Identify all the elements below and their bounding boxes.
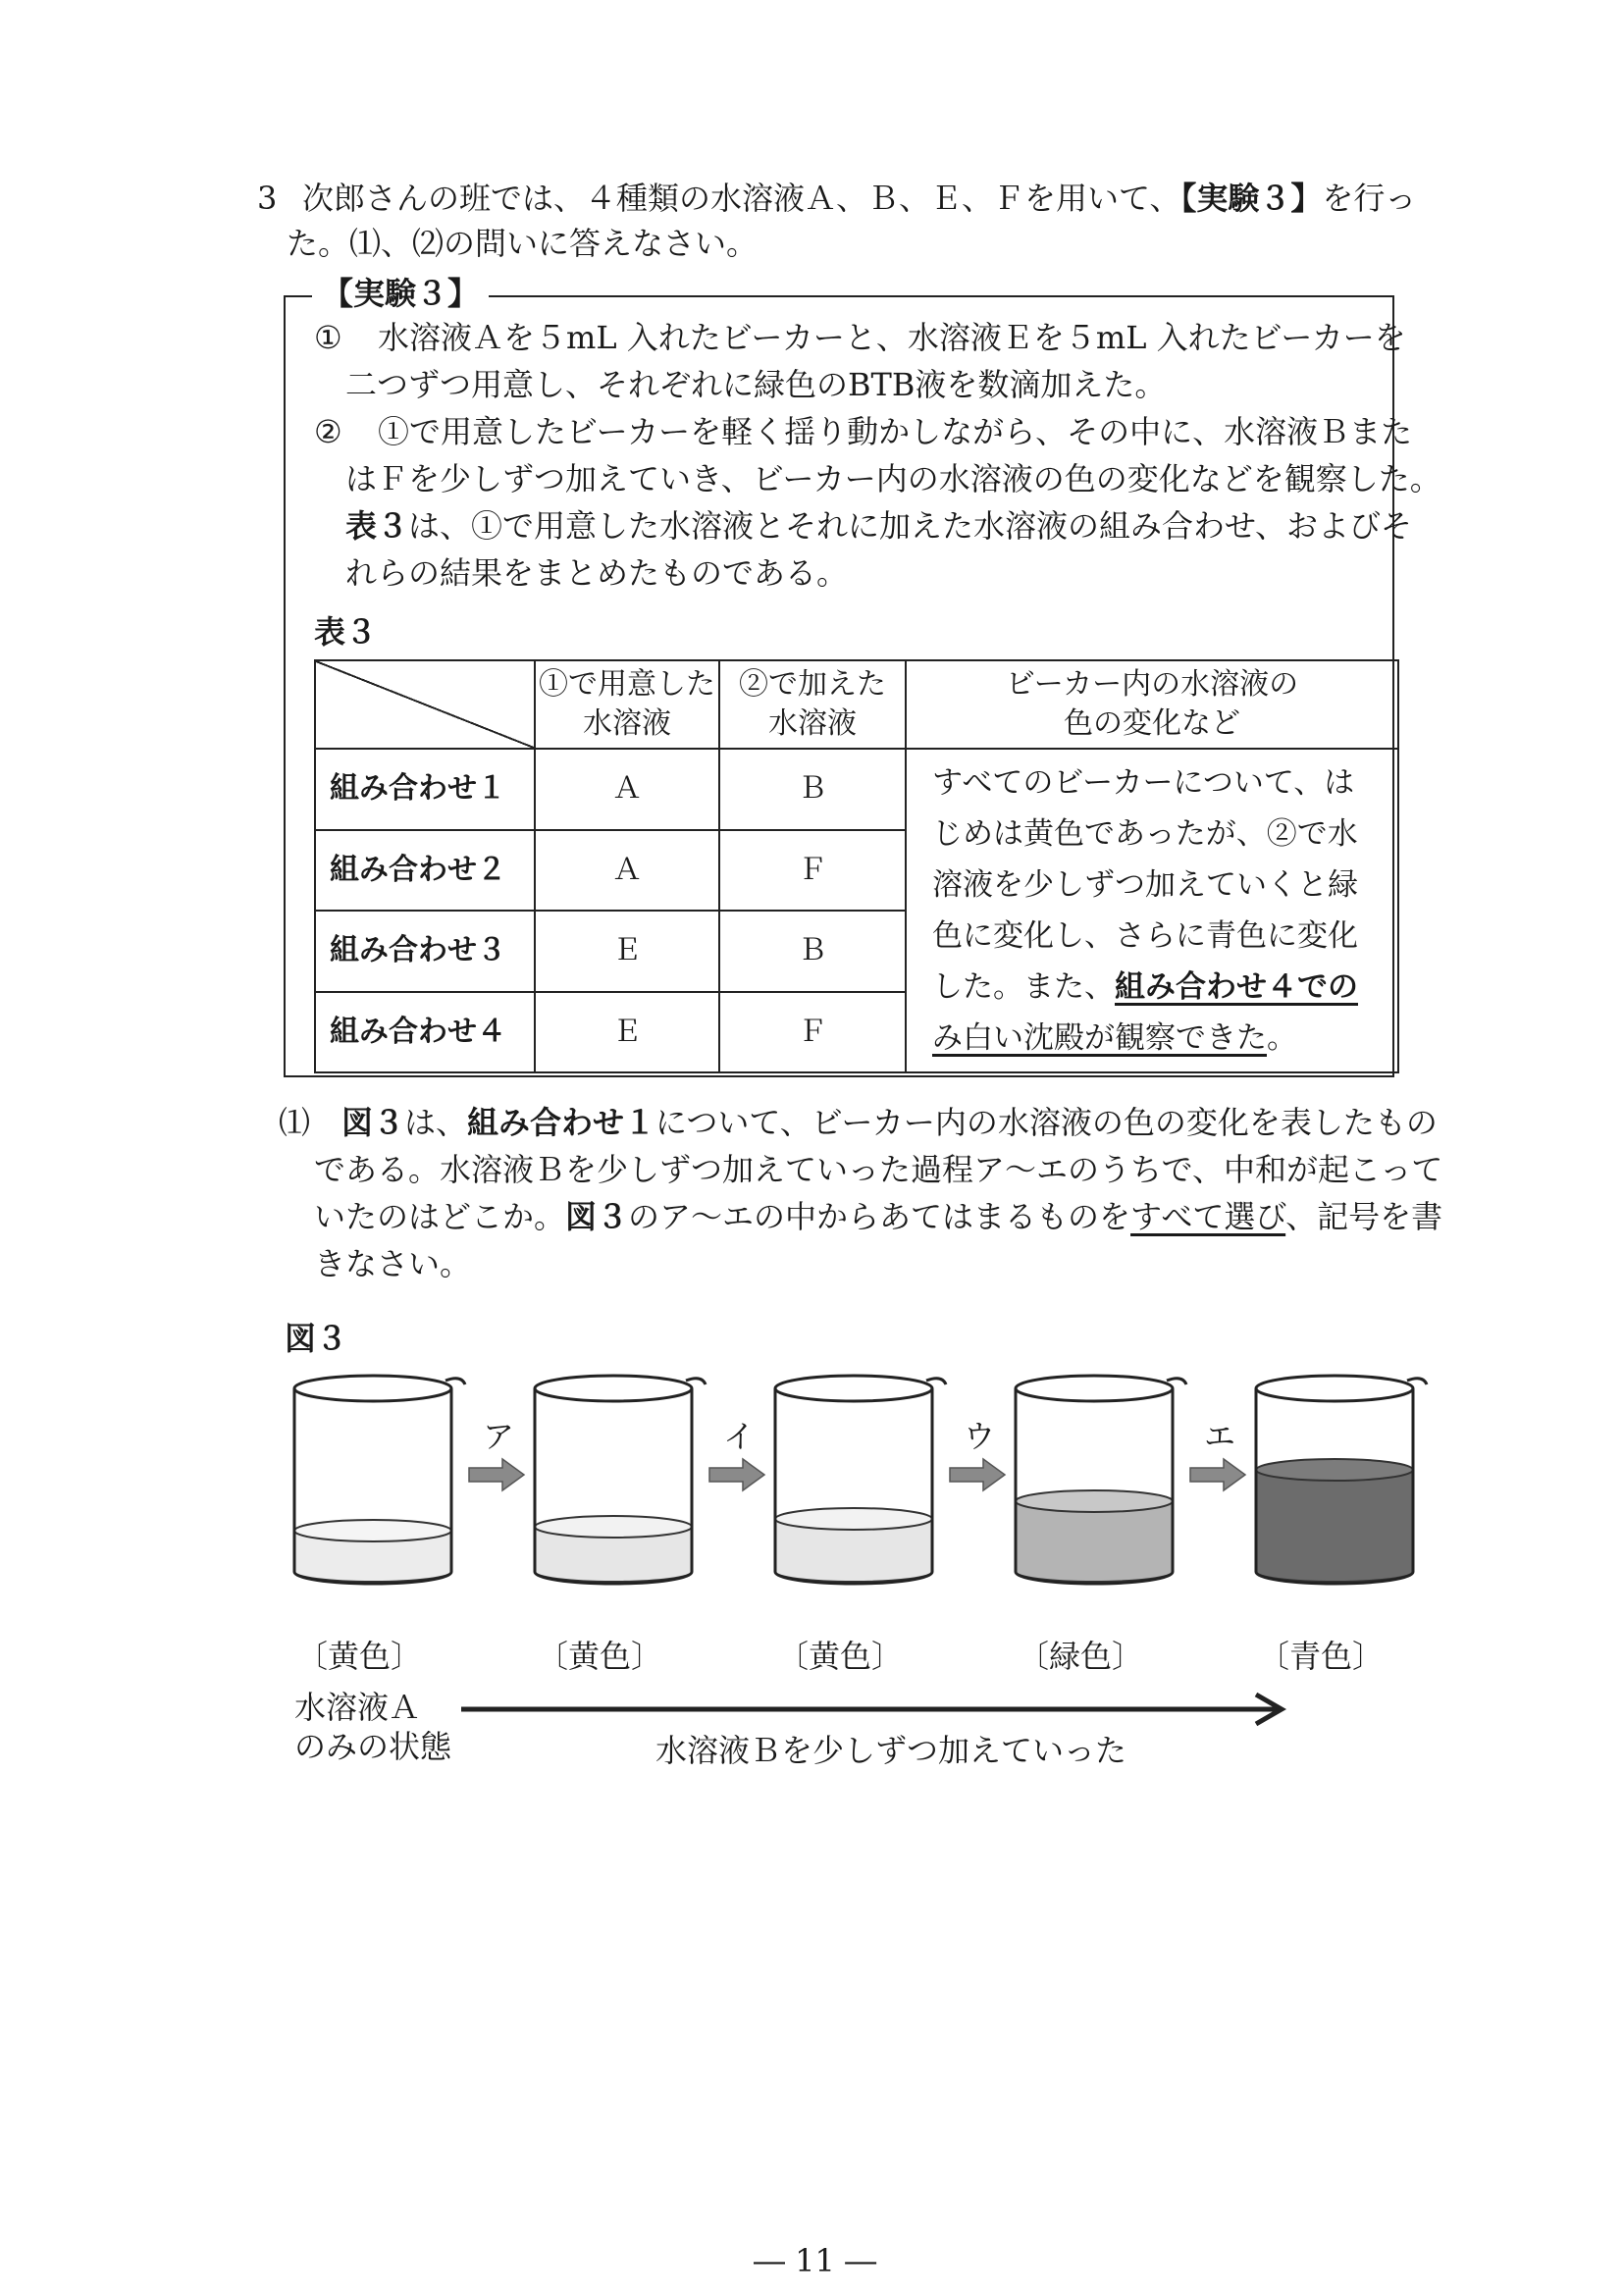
step-arrow: [709, 1459, 764, 1490]
table3-result: すべてのビーカーについて、はじめは黄色であったが、②で水溶液を少しずつ加えていくと緑色に変化し、さらに青色に変化した。また、組み合わせ４でのみ白い沈殿が観察できた。: [906, 749, 1398, 1072]
start-label: 水溶液Ａ: [294, 1689, 421, 1726]
table3-caption: 表３: [314, 613, 378, 651]
step1-text-2: 二つずつ用意し、それぞれに緑色のBTB液を数滴加えた。: [345, 366, 1167, 403]
arrow-label: イ: [723, 1418, 756, 1455]
beaker-liquid: [1016, 1501, 1173, 1582]
liquid-surface: [535, 1516, 692, 1538]
liquid-surface: [1256, 1459, 1413, 1481]
row-label: 組み合わせ４: [315, 992, 535, 1073]
table3-header-result: ビーカー内の水溶液の 色の変化など: [906, 660, 1398, 749]
step2-marker: ②: [314, 413, 342, 450]
figure3-caption: 図３: [285, 1320, 348, 1357]
table3-header-prepared: ①で用意した 水溶液: [535, 660, 719, 749]
beaker-rim: [775, 1376, 932, 1401]
subquestion1-marker: ⑴: [279, 1104, 311, 1141]
beaker: [294, 1376, 465, 1584]
arrow-label: ア: [483, 1418, 515, 1455]
subquestion1-line1: 図３は、組み合わせ１について、ビーカー内の水溶液の色の変化を表したもの: [341, 1104, 1438, 1141]
experiment-title: 【実験３】: [312, 270, 489, 317]
color-label: 〔黄色〕: [537, 1638, 663, 1675]
start-label-2: のみの状態: [294, 1728, 452, 1765]
step2-text-2: はＦを少しずつ加えていき、ビーカー内の水溶液の色の変化などを観察した。: [345, 460, 1441, 497]
step-arrow: [469, 1459, 524, 1490]
color-label: 〔青色〕: [1258, 1638, 1385, 1675]
liquid-surface: [775, 1508, 932, 1530]
beaker: [775, 1376, 946, 1584]
step1-text: 水溶液Ａを５mL 入れたビーカーと、水溶液Ｅを５mL 入れたビーカーを: [378, 319, 1406, 356]
step2-text-3: 表３は、①で用意した水溶液とそれに加えた水溶液の組み合わせ、およびそ: [345, 507, 1413, 545]
color-label: 〔黄色〕: [296, 1638, 423, 1675]
question-number: 3: [257, 180, 278, 217]
step-arrow: [1190, 1459, 1245, 1490]
beaker-rim: [1256, 1376, 1413, 1401]
row-label: 組み合わせ３: [315, 911, 535, 992]
question-intro: 次郎さんの班では、４種類の水溶液Ａ、Ｂ、Ｅ、Ｆを用いて、【実験３】を行っ: [302, 180, 1417, 217]
step2-text-4: れらの結果をまとめたものである。: [345, 554, 849, 592]
arrow-label: エ: [1204, 1418, 1236, 1455]
cell-prepared: Ｅ: [535, 911, 719, 992]
subquestion1-line3: いたのはどこか。図３のア～エの中からあてはまるものをすべて選び、記号を書: [314, 1198, 1443, 1235]
arrow-label: ウ: [964, 1418, 996, 1455]
beaker: [1016, 1376, 1186, 1584]
page-number: ― 11 ―: [754, 2242, 877, 2279]
color-label: 〔黄色〕: [777, 1638, 904, 1675]
step-arrow: [950, 1459, 1005, 1490]
liquid-surface: [1016, 1490, 1173, 1512]
beaker-liquid: [1256, 1470, 1413, 1582]
cell-added: Ｂ: [719, 911, 906, 992]
step1-marker: ①: [314, 319, 342, 356]
beaker-rim: [1016, 1376, 1173, 1401]
subquestion1-line4: きなさい。: [314, 1245, 472, 1282]
beaker: [1256, 1376, 1427, 1584]
cell-added: Ｆ: [719, 992, 906, 1073]
row-label: 組み合わせ２: [315, 830, 535, 912]
cell-added: Ｂ: [719, 749, 906, 830]
subquestion1-line2: である。水溶液Ｂを少しずつ加えていった過程ア～エのうちで、中和が起こって: [314, 1151, 1443, 1188]
question-intro-line2: た。⑴、⑵の問いに答えなさい。: [287, 225, 759, 262]
cell-prepared: Ａ: [535, 749, 719, 830]
cell-prepared: Ｅ: [535, 992, 719, 1073]
step2-text: ①で用意したビーカーを軽く揺り動かしながら、その中に、水溶液Ｂまた: [378, 413, 1413, 450]
cell-prepared: Ａ: [535, 830, 719, 912]
beaker: [535, 1376, 706, 1584]
color-label: 〔緑色〕: [1018, 1638, 1144, 1675]
liquid-surface: [294, 1520, 451, 1541]
process-label: 水溶液Ｂを少しずつ加えていった: [655, 1732, 1127, 1769]
cell-added: Ｆ: [719, 830, 906, 912]
beaker-rim: [535, 1376, 692, 1401]
beaker-rim: [294, 1376, 451, 1401]
row-label: 組み合わせ１: [315, 749, 535, 830]
table3-header-added: ②で加えた 水溶液: [719, 660, 906, 749]
